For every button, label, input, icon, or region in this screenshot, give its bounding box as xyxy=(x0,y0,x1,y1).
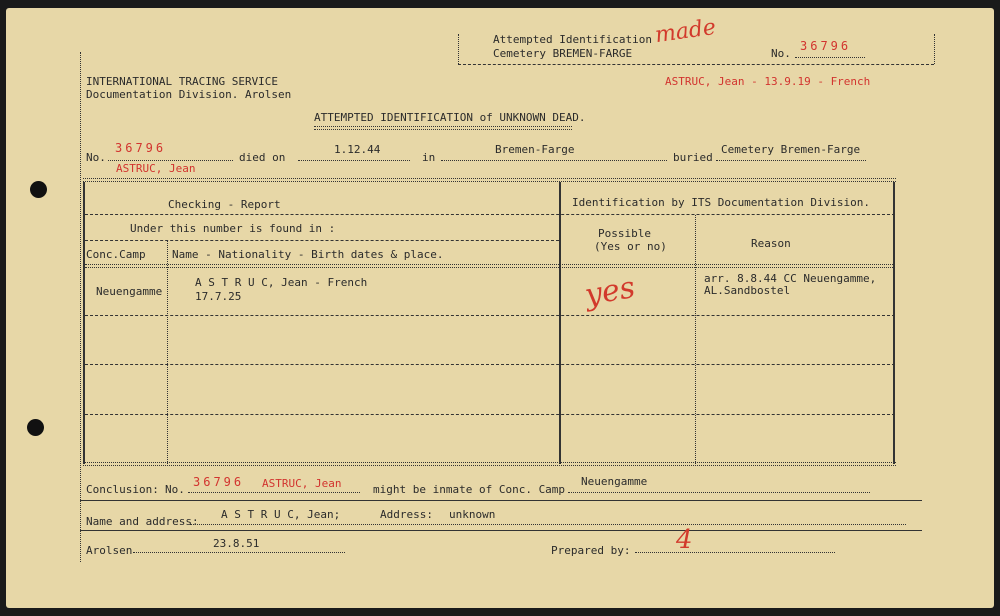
cemetery-label: Cemetery BREMEN-FARGE xyxy=(493,47,633,60)
made-handwritten-note: made xyxy=(653,14,718,49)
record-name: ASTRUC, Jean xyxy=(116,162,196,175)
camp-column-header: Conc.Camp xyxy=(86,248,146,261)
in-value: Bremen-Farge xyxy=(495,143,575,156)
conclusion-separator xyxy=(80,500,922,501)
header-divider xyxy=(85,214,895,215)
punch-hole xyxy=(30,181,47,198)
buried-label: buried xyxy=(673,151,713,164)
punch-hole xyxy=(27,419,44,436)
document-title: ATTEMPTED IDENTIFICATION of UNKNOWN DEAD. xyxy=(314,111,586,124)
person-reference: ASTRUC, Jean - 13.9.19 - French xyxy=(665,75,871,88)
conclusion-name-line xyxy=(188,492,360,493)
in-label: in xyxy=(422,151,436,164)
card-left-border xyxy=(80,52,81,562)
date-line xyxy=(133,552,345,553)
header-box-left-border xyxy=(458,34,459,64)
its-label: INTERNATIONAL TRACING SERVICE xyxy=(86,75,279,88)
handwritten-signature: 4 xyxy=(676,525,693,555)
row-reason-line2: AL.Sandbostel xyxy=(704,284,791,297)
column-header-divider xyxy=(85,264,895,268)
address-separator xyxy=(80,530,922,531)
in-line xyxy=(441,160,667,161)
division-label: Documentation Division. Arolsen xyxy=(86,88,292,101)
conclusion-label: Conclusion: xyxy=(86,483,159,496)
address-name: A S T R U C, Jean; xyxy=(221,508,341,521)
conclusion-number-label: No. xyxy=(165,483,185,496)
record-number-label: No. xyxy=(86,151,106,164)
died-on-value: 1.12.44 xyxy=(334,143,381,156)
conclusion-number-value: 36796 xyxy=(193,475,245,489)
header-box-right-border xyxy=(934,34,935,64)
prepared-by-line xyxy=(635,552,835,553)
under-number-header: Under this number is found in : xyxy=(130,222,336,235)
table-left-border xyxy=(83,182,85,464)
row-camp: Neuengamme xyxy=(96,285,163,298)
table-divider xyxy=(559,182,561,464)
address-line xyxy=(190,524,906,525)
conclusion-name: ASTRUC, Jean xyxy=(262,477,342,490)
name-address-label: Name and address: xyxy=(86,515,199,528)
record-number-value: 36796 xyxy=(115,141,167,155)
title-underline xyxy=(314,126,572,130)
place-label: Arolsen xyxy=(86,544,133,557)
row-divider xyxy=(85,364,895,365)
possible-column-divider xyxy=(695,215,696,464)
table-right-border xyxy=(893,182,895,464)
table-bottom-border xyxy=(83,462,896,466)
row-divider xyxy=(85,414,895,415)
conclusion-camp: Neuengamme xyxy=(581,475,648,488)
row-divider xyxy=(85,315,895,316)
sub-header-divider xyxy=(85,240,559,241)
address-value: unknown xyxy=(449,508,496,521)
inmate-text: might be inmate of Conc. Camp xyxy=(373,483,566,496)
header-number-line xyxy=(795,57,865,58)
record-number-line xyxy=(108,160,233,161)
reason-header: Reason xyxy=(751,237,791,250)
died-on-line xyxy=(298,160,410,161)
row-name-line1: A S T R U C, Jean - French xyxy=(195,276,368,289)
header-number-label: No. xyxy=(771,47,791,60)
attempted-identification-label: Attempted Identification xyxy=(493,33,652,46)
possible-header-1: Possible xyxy=(598,227,651,240)
identification-header: Identification by ITS Documentation Division. xyxy=(572,196,871,209)
buried-value: Cemetery Bremen-Farge xyxy=(721,143,861,156)
row-name-line2: 17.7.25 xyxy=(195,290,242,303)
row-possible-handwritten: yes xyxy=(582,269,638,314)
camp-column-divider xyxy=(167,240,168,464)
address-label: Address: xyxy=(380,508,433,521)
checking-report-header: Checking - Report xyxy=(168,198,281,211)
conclusion-camp-line xyxy=(568,492,870,493)
prepared-by-label: Prepared by: xyxy=(551,544,631,557)
header-number-value: 36796 xyxy=(800,39,852,53)
table-top-border xyxy=(83,178,896,182)
possible-header-2: (Yes or no) xyxy=(594,240,667,253)
header-box-bottom-border xyxy=(458,64,934,65)
died-on-label: died on xyxy=(239,151,286,164)
row-reason-line1: arr. 8.8.44 CC Neuengamme, xyxy=(704,272,877,285)
name-column-header: Name - Nationality - Birth dates & place. xyxy=(172,248,444,261)
buried-line xyxy=(716,160,866,161)
date-value: 23.8.51 xyxy=(213,537,260,550)
